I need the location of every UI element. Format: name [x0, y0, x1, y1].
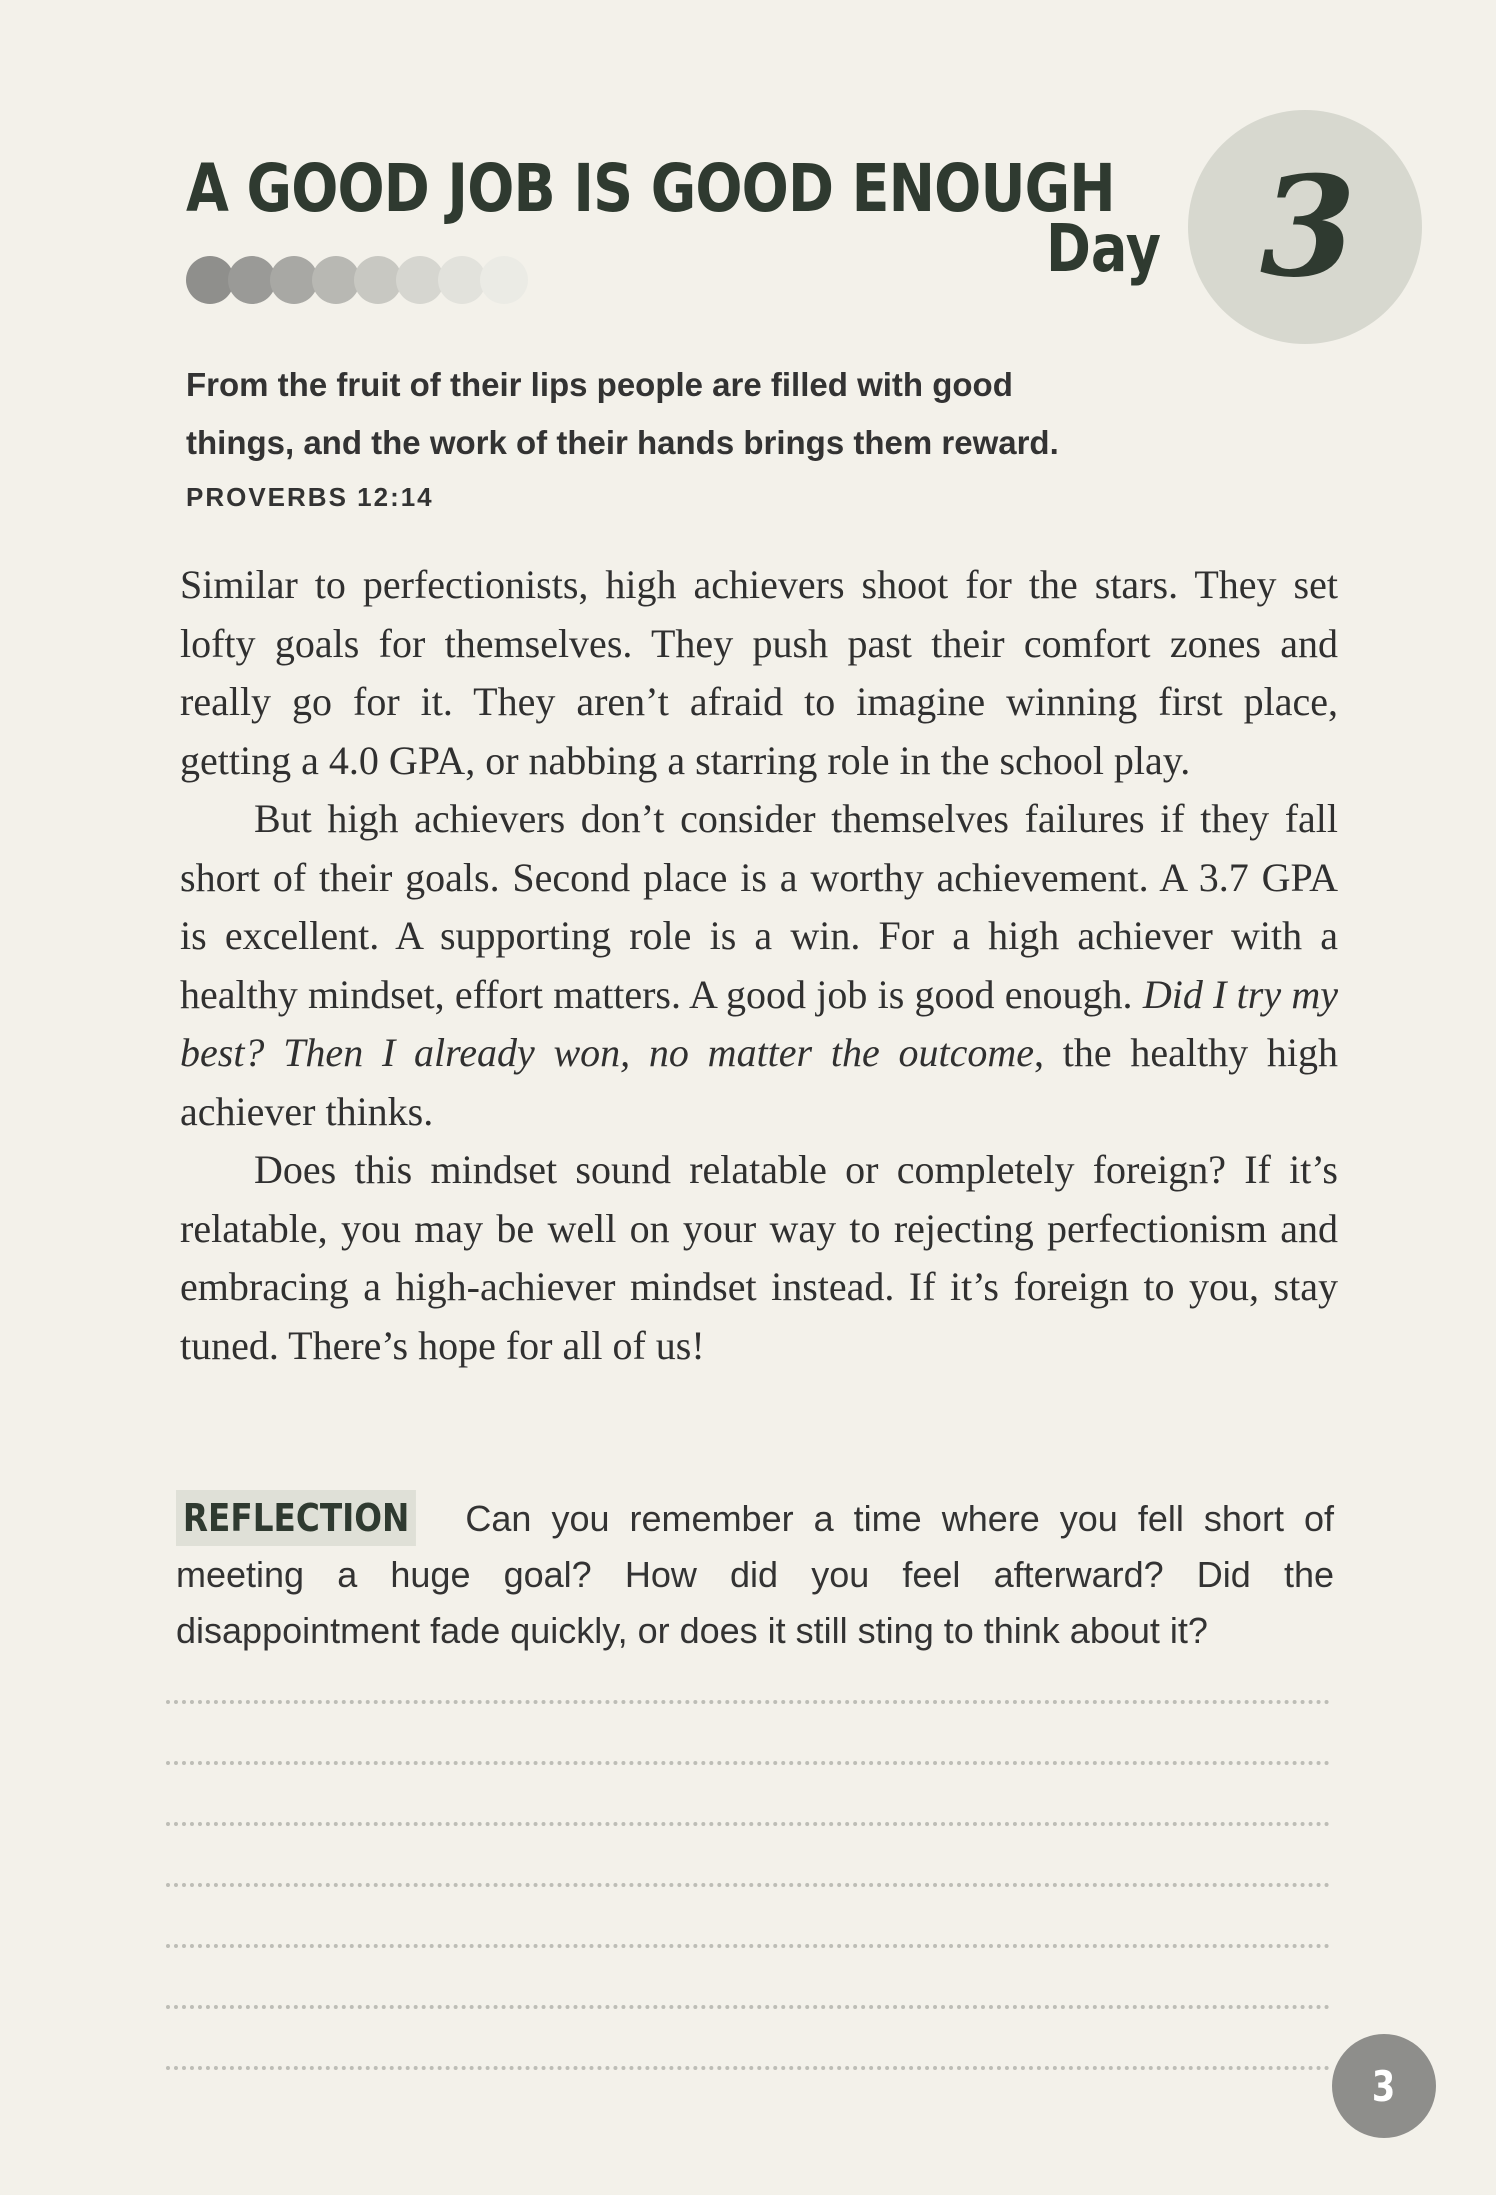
writing-line [166, 1883, 1330, 1887]
writing-line [166, 1822, 1330, 1826]
page-title: A GOOD JOB IS GOOD ENOUGH [186, 150, 1115, 227]
scripture-reference: PROVERBS 12:14 [186, 482, 434, 512]
page-number-badge [1332, 2034, 1436, 2138]
writing-line [166, 2005, 1330, 2009]
paragraph-2-start: But high achievers don’t consider themselves failures if they fall short of their goals. Second place is a worthy achievement. A 3.7 GPA is excellent. A supporting role is a win. For a high achiever with a healthy mindset, effort matters. A good job is good enough. [180, 796, 1338, 1017]
writing-line [166, 2066, 1330, 2070]
paragraph-2-italic: Did I try my best? Then I already won, no matter the outcome [180, 971, 1338, 1075]
paragraph-2 [180, 790, 1338, 1141]
scripture-verse: From the fruit of their lips people are filled with good things, and the work of their hands brings them reward. [186, 366, 1059, 461]
reflection-label: REFLECTION [176, 1490, 416, 1546]
decorative-dot [438, 256, 486, 304]
decorative-dot [228, 256, 276, 304]
decorative-dots [186, 256, 522, 304]
paragraph-2-end: , the healthy high achiever thinks. [180, 1030, 1339, 1134]
writing-line [166, 1761, 1330, 1765]
page-number: 3 [1372, 2061, 1396, 2111]
paragraph-1: Similar to perfectionists, high achievers shoot for the stars. They set lofty goals for themselves. They push past their comfort zones and really go for it. They aren’t afraid to imagine winning first place, getting a 4.0 GPA, or nabbing a starring role in the school play. [180, 562, 1338, 783]
body-text [180, 556, 1338, 1375]
decorative-dot [480, 256, 528, 304]
decorative-dot [270, 256, 318, 304]
decorative-dot [312, 256, 360, 304]
decorative-dot [354, 256, 402, 304]
reflection-text: Can you remember a time where you fell short of meeting a huge goal? How did you feel afterward? Did the disappointment fade quickly, or does it still sting to think about it? [176, 1498, 1334, 1651]
day-number: 3 [1259, 145, 1357, 308]
decorative-dot [186, 256, 234, 304]
decorative-dot [396, 256, 444, 304]
reflection-prompt [176, 1490, 1334, 1659]
writing-line [166, 1944, 1330, 1948]
writing-line [166, 1700, 1330, 1704]
writing-lines [166, 1700, 1330, 2127]
day-label: Day [1046, 210, 1162, 287]
paragraph-3: Does this mindset sound relatable or completely foreign? If it’s relatable, you may be well on your way to rejecting perfectionism and embracing a high-achiever mindset instead. If it’s foreign to you, stay tuned. There’s hope for all of us! [180, 1147, 1338, 1368]
